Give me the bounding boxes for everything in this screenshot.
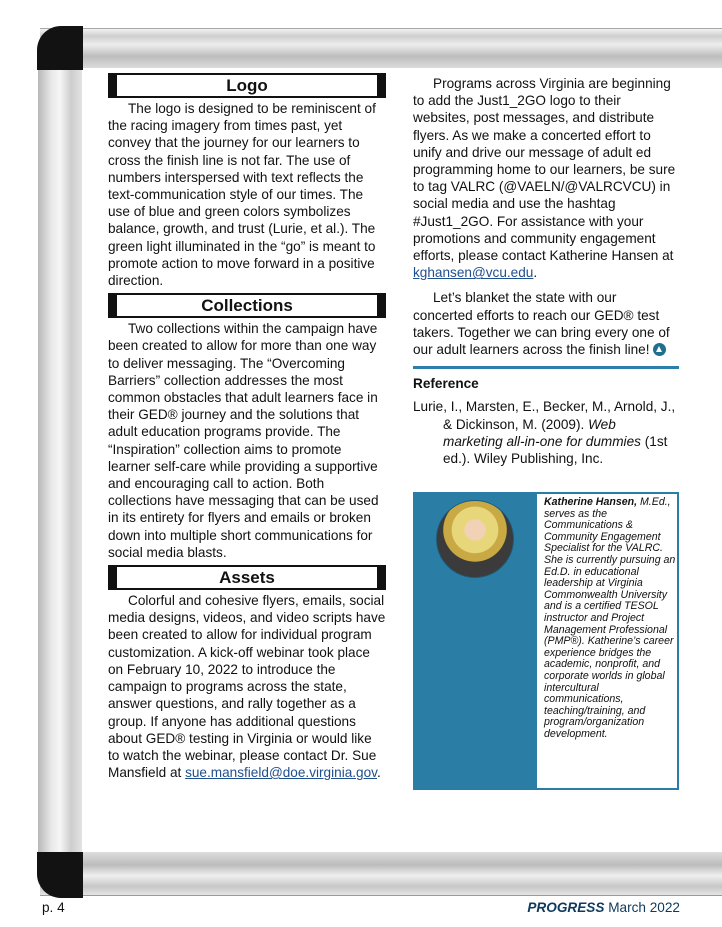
- logo-paragraph: The logo is designed to be reminiscent of the racing imagery from times past, yet convey that the journey for our learners to cross the finish line is not far. The use of numbers interspersed with text reflects the text-communication style of our times. The use of blue and green colors symbolizes balance, growth, and trust (Lurie, et al.). The green light illuminated in the “go” is meant to promote action to move forward in a positive direction.: [108, 101, 376, 289]
- frame-left: [38, 68, 82, 852]
- frame-corner-top-left: [37, 26, 83, 70]
- programs-paragraph: [413, 75, 679, 281]
- author-photo: [436, 500, 514, 578]
- publication-date: March 2022: [608, 900, 680, 915]
- sue-mansfield-email-link[interactable]: sue.mansfield@doe.virginia.gov: [185, 765, 377, 781]
- page-number: p. 4: [42, 900, 65, 915]
- closing-paragraph: [413, 289, 679, 358]
- logo-heading: Logo: [108, 73, 386, 98]
- reference-divider: [413, 366, 679, 369]
- frame-bottom: [40, 852, 722, 896]
- reference-publisher: (1st ed.). Wiley Publishing, Inc.: [443, 433, 668, 467]
- right-column: [413, 75, 679, 467]
- end-mark-icon: [653, 343, 666, 356]
- assets-heading: Assets: [108, 565, 386, 590]
- author-photo-panel: [415, 494, 537, 788]
- author-bio-text: M.Ed., serves as the Communications & Community Engagement Specialist for the VALRC. She is currently pursuing an Ed.D. in educational leadership at Virginia Commonwealth University and is a certified TESOL instructor and Project Management Professional (PMP®). Katherine’s career experience bridges the academic, nonprofit, and corporate worlds in global intercultural communications, teaching/training, and program/organization development.: [544, 496, 676, 740]
- assets-trailing: .: [376, 765, 381, 781]
- reference-authors: Lurie, I., Marsten, E., Becker, M., Arnold, J., & Dickinson, M. (2009).: [413, 399, 676, 432]
- publication-name: PROGRESS: [527, 900, 605, 915]
- programs-trailing: .: [533, 265, 538, 281]
- reference-heading: Reference: [413, 376, 479, 392]
- collections-heading: Collections: [108, 293, 386, 318]
- reference-entry: [413, 398, 679, 467]
- frame-corner-bottom-left: [37, 852, 83, 898]
- assets-paragraph: [108, 592, 386, 781]
- collections-paragraph: Two collections within the campaign have been created to allow for more than one way to deliver messaging. The “Overcoming Barriers” collection addresses the most common obstacles that adult learners face in their GED® journey and the solutions that adult education programs provide. The “Inspiration” collection aims to promote learner self-care while providing a supportive and encouraging call to action. Both collections have messaging that can be used in its entirety for flyers and emails or broken down into multiple short communications for social media blasts.: [108, 321, 379, 560]
- author-bio: [537, 494, 677, 788]
- closing-text: Let’s blanket the state with our concerted efforts to reach our GED® test takers. Together we can bring every one of our adult learners across the finish line!: [413, 290, 670, 358]
- author-bio-box: [413, 492, 679, 790]
- publication-footer: [527, 900, 680, 915]
- author-name: Katherine Hansen,: [544, 496, 638, 508]
- programs-text: Programs across Virginia are beginning to add the Just1_2GO logo to their websites, post messages, and distribute flyers. As we make a concerted effort to unify and drive our message of adult ed programming home to our learners, be sure to tag VALRC (@VAELN/@VALRCVCU) in social media and use the hashtag #Just1_2GO. For assistance with your promotions and community engagement efforts, please contact Katherine Hansen at: [413, 76, 676, 264]
- katherine-hansen-email-link[interactable]: kghansen@vcu.edu: [413, 265, 534, 281]
- assets-text: Colorful and cohesive flyers, emails, social media designs, videos, and video scripts have been created to allow for individual program customization. A kick-off webinar took place on February 10, 2022 to introduce the campaign to programs across the state, answer questions, and rally together as a group. If anyone has additional questions about GED® testing in Virginia or would like to watch the webinar, please contact Dr. Sue Mansfield at: [108, 593, 386, 781]
- reference-title: Web marketing all-in-one for dummies: [443, 416, 641, 449]
- left-column: [108, 73, 386, 783]
- frame-top: [40, 28, 722, 68]
